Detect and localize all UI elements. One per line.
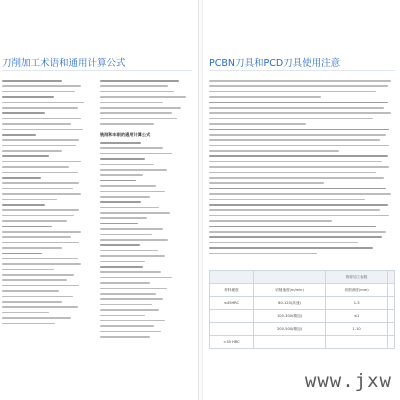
table-cell: ≤45HRC [210, 297, 254, 310]
left-page [0, 0, 199, 400]
table-cell: >35 HRC [210, 336, 254, 349]
table-cell: 60-120(高速) [253, 297, 325, 310]
watermark: www.jxw [304, 370, 392, 392]
table-cell [388, 323, 395, 336]
table-cell: 1-10 [326, 323, 388, 336]
formula-column-top [100, 80, 190, 129]
right-title-rule [209, 70, 395, 71]
table-cell: ≤1 [326, 310, 388, 323]
right-page [202, 0, 400, 400]
table-cell [388, 271, 395, 284]
table-cell [253, 336, 325, 349]
table-cell: 1-3 [326, 297, 388, 310]
usage-notes [209, 80, 395, 258]
table-cell: 切削速度(m/min) [253, 284, 325, 297]
left-title-rule [2, 70, 192, 71]
table-cell [388, 284, 395, 297]
table-header-row [210, 271, 395, 284]
terms-column [2, 80, 88, 328]
table-cell [388, 336, 395, 349]
table-cell [388, 297, 395, 310]
left-page-title: 刀削加工术语和通用计算公式 [2, 58, 126, 69]
table-row [210, 323, 395, 336]
left-header [2, 6, 192, 26]
table-row [210, 336, 395, 349]
table-cell [210, 271, 254, 284]
table-cell: 切削深度(mm) [326, 284, 388, 297]
table-cell [326, 336, 388, 349]
table-cell: 推荐加工参数 [326, 271, 388, 284]
table-cell [253, 271, 325, 284]
table-row [210, 297, 395, 310]
right-header [209, 6, 399, 26]
formula-heading: 铣削和车削的通用计算公式 [100, 132, 151, 137]
table-cell: 100-300(精加) [253, 310, 325, 323]
formula-column [100, 142, 190, 341]
table-cell: 材料硬度 [210, 284, 254, 297]
table-cell [210, 323, 254, 336]
right-page-title: PCBN刀具和PCD刀具使用注意 [209, 58, 341, 69]
table-cell [388, 310, 395, 323]
table-cell [210, 310, 254, 323]
table-row [210, 284, 395, 297]
table-row [210, 310, 395, 323]
table-cell: 200-500(精加) [253, 323, 325, 336]
parameters-table [209, 270, 395, 349]
